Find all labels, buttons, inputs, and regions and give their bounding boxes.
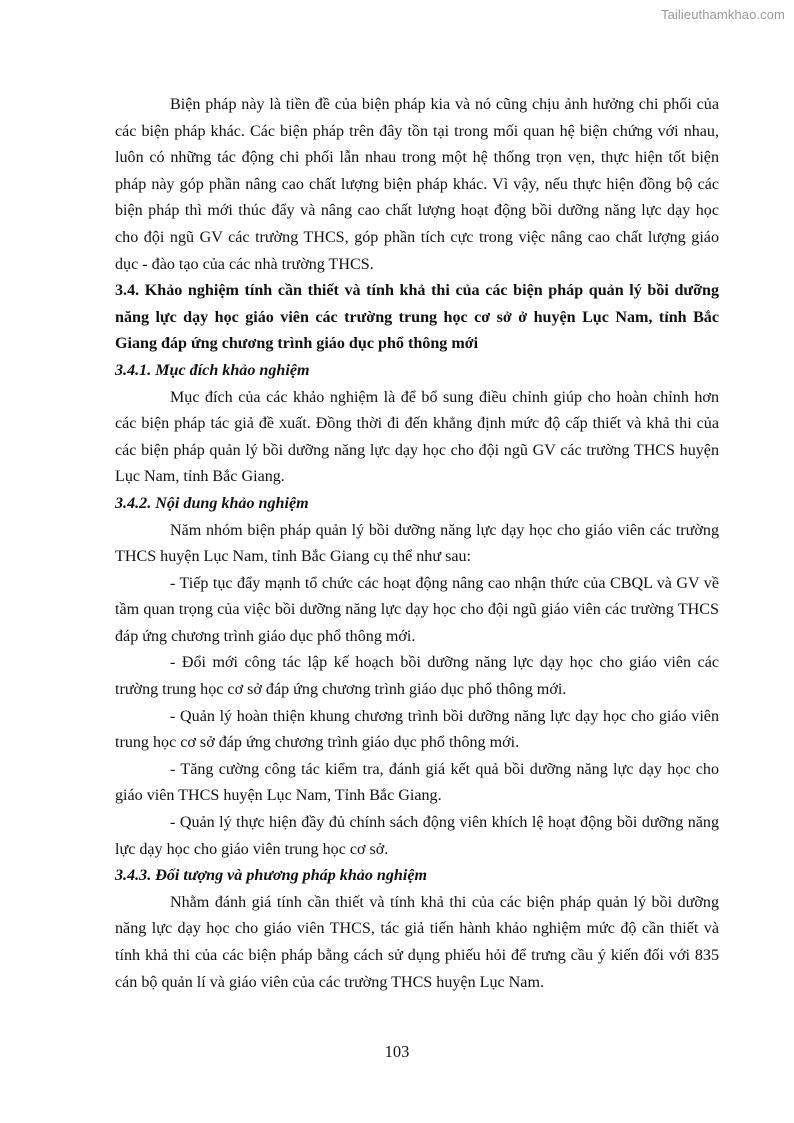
document-body: [115, 92, 719, 996]
watermark: Tailieuthamkhao.com: [660, 7, 785, 22]
section-heading-3-4: 3.4. Khảo nghiệm tính cần thiết và tính khả thi của các biện pháp quản lý bồi dưỡng năng lực dạy học giáo viên các trường trung học cơ sở ở huyện Lục Nam, tỉnh Bắc Giang đáp ứng chương trình giáo dục phổ thông mới: [115, 282, 719, 353]
subsection-heading-3-4-1: 3.4.1. Mục đích khảo nghiệm: [115, 361, 310, 379]
subsection-heading-3-4-3: 3.4.3. Đối tượng và phương pháp khảo nghiệm: [115, 867, 427, 885]
list-item-measure-1: - Tiếp tục đẩy mạnh tổ chức các hoạt động nâng cao nhận thức của CBQL và GV về tầm quan trọng của việc bồi dưỡng năng lực dạy học cho đội ngũ giáo viên các trường THCS đáp ứng chương trình giáo dục phổ thông mới.: [115, 574, 719, 645]
paragraph-method: Nhằm đánh giá tính cần thiết và tính khả thi của các biện pháp quản lý bồi dưỡng năng lực dạy học cho giáo viên THCS, tác giả tiến hành khảo nghiệm mức độ cần thiết và tính khả thi của các biện pháp bằng cách sử dụng phiếu hỏi để trưng cầu ý kiến đối với 835 cán bộ quản lí và giáo viên của các trường THCS huyện Lục Nam.: [115, 893, 719, 991]
list-item-measure-4: - Tăng cường công tác kiểm tra, đánh giá kết quả bồi dưỡng năng lực dạy học cho giáo viên THCS huyện Lục Nam, Tỉnh Bắc Giang.: [115, 760, 719, 805]
list-item-measure-5: - Quản lý thực hiện đầy đủ chính sách động viên khích lệ hoạt động bồi dưỡng năng lực dạy học cho giáo viên trung học cơ sở.: [115, 814, 719, 858]
list-item-measure-2: - Đổi mới công tác lập kế hoạch bồi dưỡng năng lực dạy học cho giáo viên các trường trung học cơ sở đáp ứng chương trình giáo dục phổ thông mới.: [115, 654, 719, 699]
paragraph-content-intro: Năm nhóm biện pháp quản lý bồi dưỡng năng lực dạy học cho giáo viên các trường THCS huyện Lục Nam, tỉnh Bắc Giang cụ thể như sau:: [115, 521, 719, 566]
subsection-heading-3-4-2: 3.4.2. Nội dung khảo nghiệm: [115, 494, 309, 512]
page-number: 103: [384, 1042, 410, 1061]
paragraph-intro: Biện pháp này là tiền đề của biện pháp kia và nó cũng chịu ảnh hưởng chi phối của các biện pháp khác. Các biện pháp trên đây tồn tại trong mối quan hệ biện chứng với nhau, luôn có những tác động chi phối lẫn nhau trong một hệ thống trọn vẹn, thực hiện tốt biện pháp này góp phần nâng cao chất lượng biện pháp khác. Vì vậy, nếu thực hiện đồng bộ các biện pháp thì mới thúc đẩy và nâng cao chất lượng hoạt động bồi dưỡng năng lực dạy học cho đội ngũ GV các trường THCS, góp phần tích cực trong việc nâng cao chất lượng giáo dục - đào tạo của các nhà trường THCS.: [115, 96, 719, 273]
paragraph-purpose: Mục đích của các khảo nghiệm là để bổ sung điều chỉnh giúp cho hoàn chỉnh hơn các biện pháp tác giả đề xuất. Đồng thời đi đến khẳng định mức độ cấp thiết và khả thi của các biện pháp quản lý bồi dưỡng năng lực dạy học cho đội ngũ GV các trường THCS huyện Lục Nam, tỉnh Bắc Giang.: [115, 388, 719, 486]
list-item-measure-3: - Quản lý hoàn thiện khung chương trình bồi dưỡng năng lực dạy học cho giáo viên trung học cơ sở đáp ứng chương trình giáo dục phổ thông mới.: [115, 707, 719, 752]
